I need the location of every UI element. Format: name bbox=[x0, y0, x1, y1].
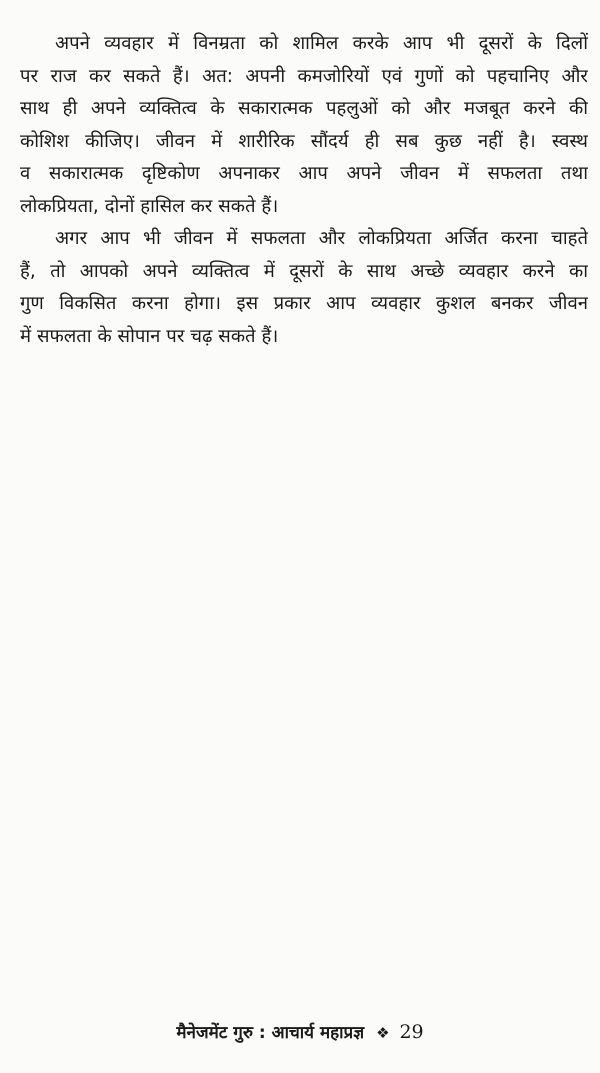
text-line: अगर आप भी जीवन में सफलता और लोकप्रियता अर्जित करना चाहते bbox=[55, 228, 588, 249]
text-line: व सकारात्मक दृष्टिकोण अपनाकर आप अपने जीवन में सफलता तथा bbox=[20, 163, 588, 184]
text-line: पर राज कर सकते हैं। अत: अपनी कमजोरियों एवं गुणों को पहचानिए और bbox=[20, 65, 588, 87]
text-line: में सफलता के सोपान पर चढ़ सकते हैं। bbox=[20, 325, 279, 347]
footer-title: मैनेजमेंट गुरु : आचार्य महाप्रज्ञ bbox=[176, 1023, 365, 1043]
text-line: लोकप्रियता, दोनों हासिल कर सकते हैं। bbox=[20, 195, 279, 217]
body-text bbox=[20, 28, 588, 353]
paragraph-1 bbox=[20, 28, 588, 223]
separator-ornament-icon: ❖ bbox=[376, 1024, 390, 1042]
paragraph-2 bbox=[20, 223, 588, 353]
text-line: साथ ही अपने व्यक्तित्व के सकारात्मक पहलुओं को और मजबूत करने की bbox=[20, 98, 588, 119]
text-line: कोशिश कीजिए। जीवन में शारीरिक सौंदर्य ही सब कुछ नहीं है। स्वस्थ bbox=[20, 130, 588, 152]
page-footer bbox=[0, 1020, 600, 1043]
text-line: अपने व्यवहार में विनम्रता को शामिल करके आप भी दूसरों के दिलों bbox=[55, 33, 588, 54]
text-line: गुण विकसित करना होगा। इस प्रकार आप व्यवहार कुशल बनकर जीवन bbox=[20, 293, 588, 314]
page-number: 29 bbox=[399, 1021, 424, 1043]
text-line: हैं, तो आपको अपने व्यक्तित्व में दूसरों के साथ अच्छे व्यवहार करने का bbox=[20, 260, 588, 282]
